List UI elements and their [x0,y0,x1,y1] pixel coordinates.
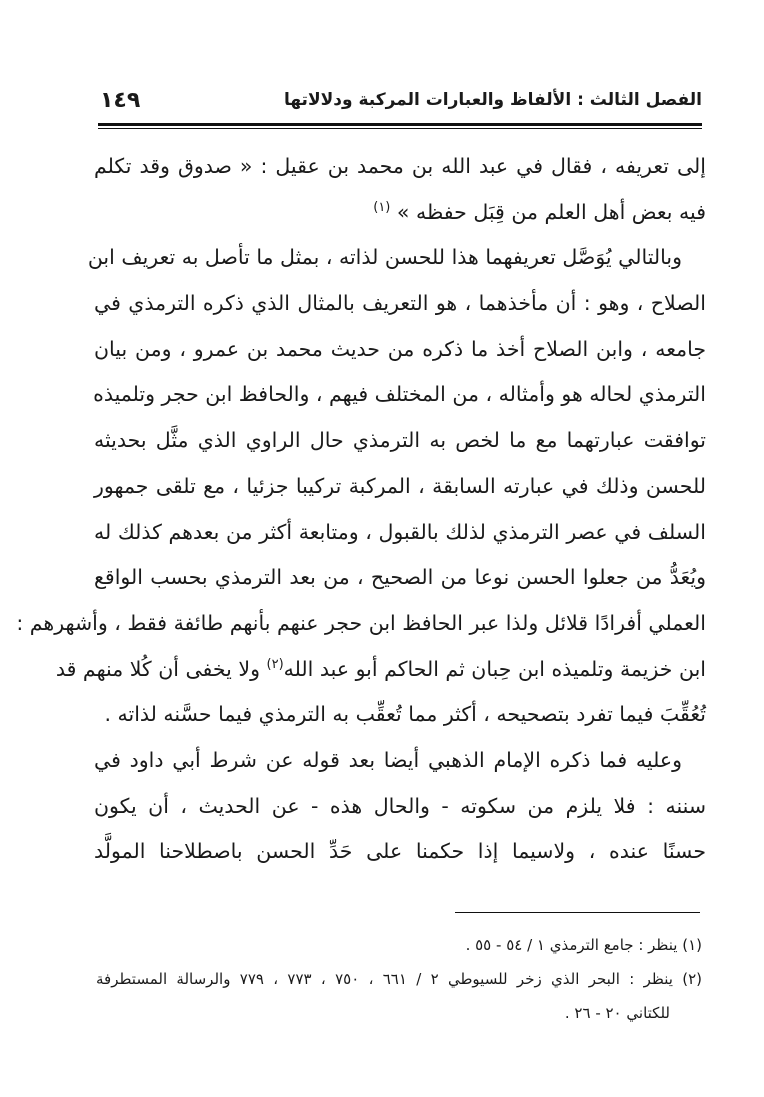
body-line: حسنًا عنده ، ولاسيما إذا حكمنا على حَدِّ الحسن باصطلاحنا المولَّد [94,839,706,864]
body-line: سننه : فلا يلزم من سكوته - والحال هذه - عن الحديث ، أن يكون [94,793,706,818]
body-line: توافقت عبارتهما مع ما لخص به الترمذي حال الراوي الذي مثَّل بحديثه [94,428,706,453]
footnote-ref-2[interactable]: (٢) [266,656,284,672]
footnote-marker: (٢) [682,970,702,988]
body-line [55,647,706,693]
footnotes [96,928,702,1030]
footnote-1 [96,928,702,962]
footnote-ref-1[interactable]: (١) [373,199,391,215]
running-header [100,88,702,118]
body-line: جامعه ، وابن الصلاح أخذ ما ذكره من حديث محمد بن عمرو ، ومن بيان [94,336,706,361]
body-line: للحسن وذلك في عبارته السابقة ، المركبة تركيبا جزئيا ، مع تلقى جمهور [94,473,706,498]
body-line: إلى تعريفه ، فقال في عبد الله بن محمد بن عقيل : « صدوق وقد تكلم [94,154,706,178]
body-line: تُعُقِّبَ فيما تفرد بتصحيحه ، أكثر مما تُعقِّب به الترمذي فيما حسَّنه لذاته . [104,702,706,727]
header-rule-thin [98,128,702,129]
body-line: العملي أفرادًا قلائل ولذا عبر الحافظ ابن حجر عنهم بأنهم طائفة فقط ، وأشهرهم : [16,610,706,635]
footnote-text: ينظر : البحر الذي زخر للسيوطي ٢ / ٦٦١ ، ٧٥٠ ، ٧٧٣ ، ٧٧٩ والرسالة المستطرفة [96,970,673,988]
paragraph-start-line: وعليه فما ذكره الإمام الذهبي أيضا بعد قوله عن شرط أبي داود في [94,747,682,772]
footnote-rule [455,912,700,913]
body-line [94,190,706,236]
header-rule [98,123,702,126]
footnote-2 [96,962,702,996]
page-number: ١٤٩ [100,88,141,113]
paragraph-start-line: وبالتالي يُوَصَّل تعريفهما هذا للحسن لذاته ، بمثل ما تأصل به تعريف ابن [87,245,682,270]
body-line-text: ولا يخفى أن كُلا منهم قد [55,656,260,681]
body-line: ويُعَدُّ من جعلوا الحسن نوعا من الصحيح ، من بعد الترمذي بحسب الواقع [94,565,706,590]
body-line-text: فيه بعض أهل العلم من قِبَل حفظه » [396,199,706,224]
body-line: الترمذي لحاله هو وأمثاله ، من المختلف فيهم ، والحافظ ابن حجر وتلميذه [93,382,706,407]
body-line: السلف في عصر الترمذي لذلك بالقبول ، ومتابعة أكثر من بعدهم كذلك له [94,519,706,544]
chapter-title: الفصل الثالث : الألفاظ والعبارات المركبة ودلالاتها [283,90,702,110]
footnote-2-continuation: للكتاني ٢٠ - ٢٦ . [564,1004,670,1022]
footnote-text: ينظر : جامع الترمذي ١ / ٥٤ - ٥٥ . [465,936,678,954]
footnote-marker: (١) [682,936,702,954]
body-line-text: ابن خزيمة وتلميذه ابن حِبان ثم الحاكم أبو عبد الله [283,656,706,681]
body-line: الصلاح ، وهو : أن مأخذهما ، هو التعريف بالمثال الذي ذكره الترمذي في [94,291,706,316]
body-text [16,144,706,875]
